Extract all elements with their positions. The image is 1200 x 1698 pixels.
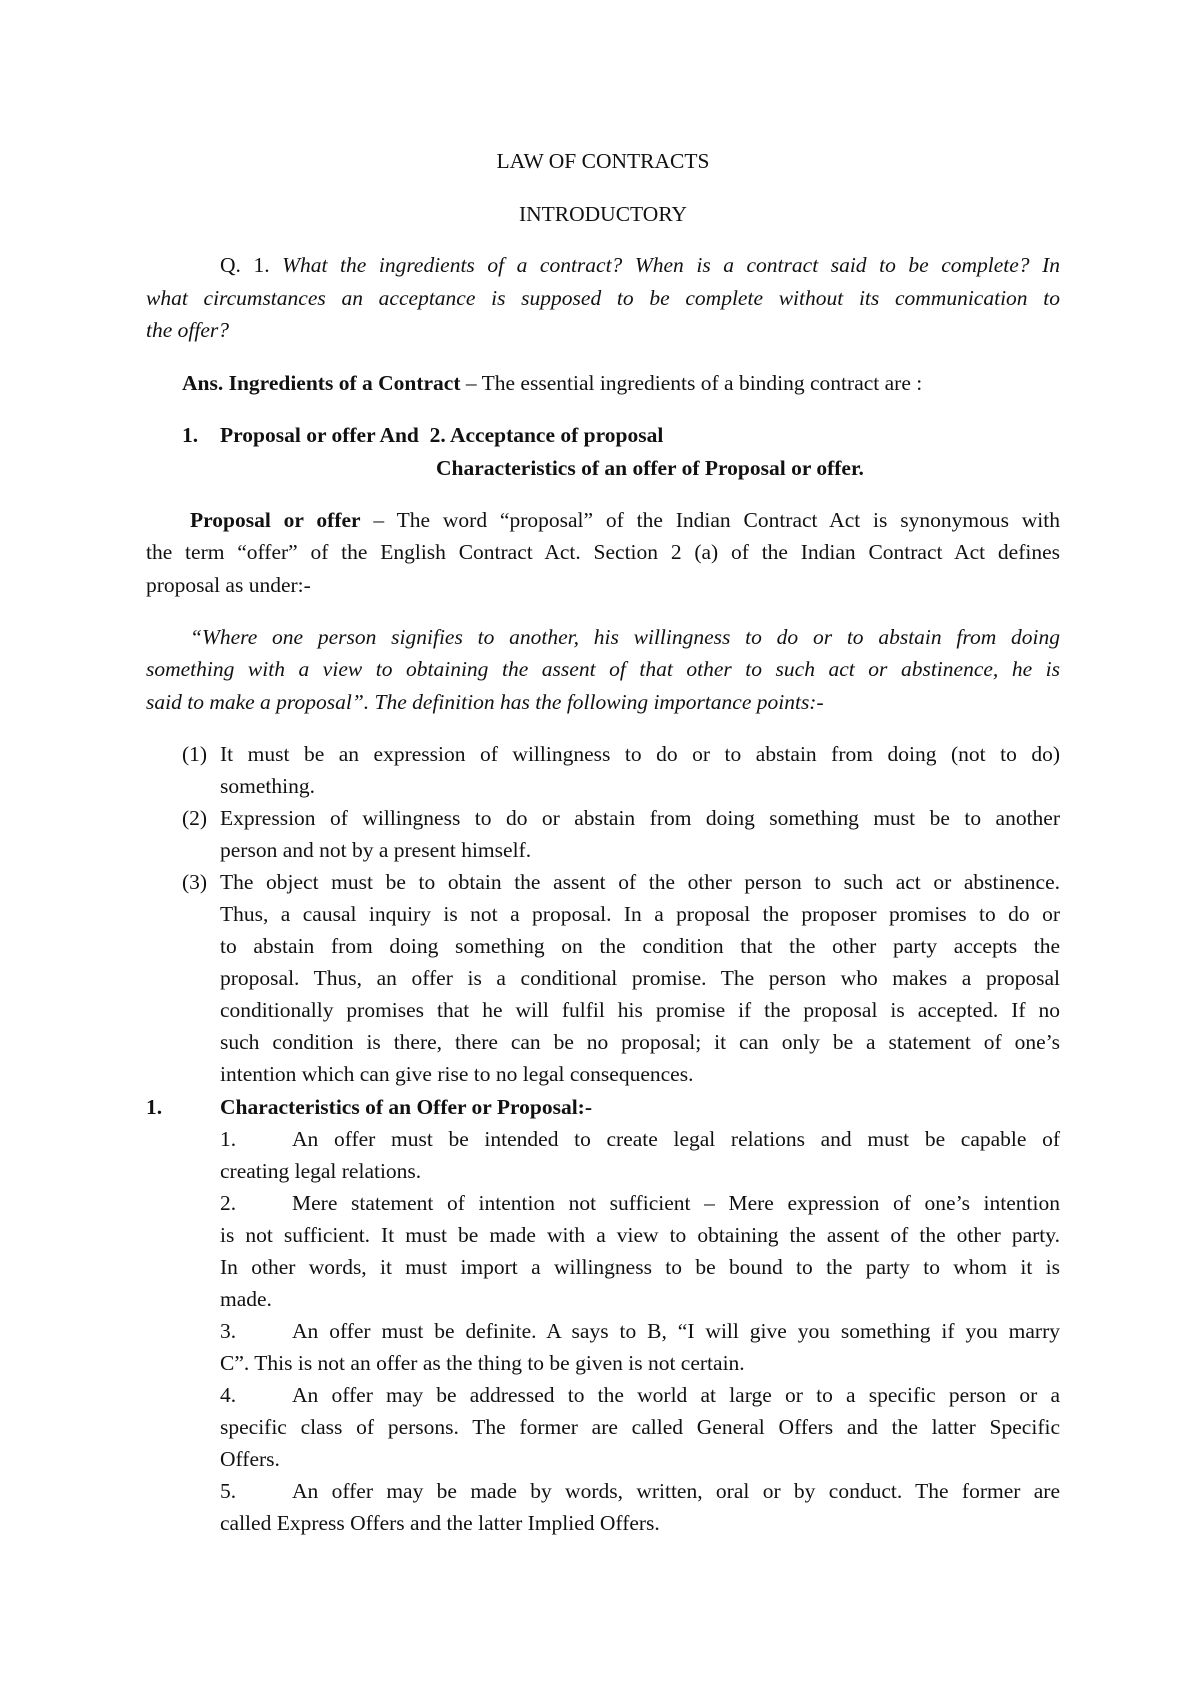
point-text: It must be an expression of willingness to do or to abstain from doing (not to do) <box>220 742 1060 766</box>
element-item-2: 2. Acceptance of proposal <box>429 423 664 447</box>
characteristic-text: creating legal relations. <box>220 1159 422 1183</box>
point-text: intention which can give rise to no legal consequences. <box>220 1062 694 1086</box>
document-title: LAW OF CONTRACTS <box>496 149 710 173</box>
section-heading: Characteristics of an Offer or Proposal:- <box>220 1095 592 1119</box>
proposal-line-2: the term “offer” of the English Contract Act. Section 2 (a) of the Indian Contract Act defines <box>146 540 1060 564</box>
definition-text-1: “Where one person signifies to another, his willingness to do or to abstain from doing <box>190 625 1060 649</box>
proposal-label: Proposal or offer <box>190 508 361 532</box>
question-line-1: Q. 1. What the ingredients of a contract? When is a contract said to be complete? In <box>146 255 1060 277</box>
characteristic-text: called Express Offers and the latter Implied Offers. <box>220 1511 660 1535</box>
point-number: (2) <box>182 806 208 830</box>
point-text: something. <box>220 774 315 798</box>
characteristic-text: An offer must be definite. A says to B, “I will give you something if you marry <box>292 1319 1060 1343</box>
definition-line-3: said to make a proposal”. The definition has the following importance points:- <box>146 690 824 714</box>
characteristics-subheading: Characteristics of an offer of Proposal or offer. <box>436 456 864 480</box>
question-label: Q. 1 <box>220 253 265 277</box>
point-number: (1) <box>182 742 208 766</box>
characteristic-text: In other words, it must import a willingness to be bound to the party to whom it is <box>220 1255 1060 1279</box>
point-text: Thus, a causal inquiry is not a proposal. In a proposal the proposer promises to do or <box>220 902 1060 926</box>
characteristic-text: Offers. <box>220 1447 280 1471</box>
characteristic-number: 1. <box>220 1127 237 1151</box>
characteristic-number: 4. <box>220 1383 237 1407</box>
characteristic-text: An offer must be intended to create legal relations and must be capable of <box>292 1127 1060 1151</box>
section-number: 1. <box>146 1095 163 1119</box>
characteristic-text: specific class of persons. The former are called General Offers and the latter Specific <box>220 1415 1060 1439</box>
point-text: person and not by a present himself. <box>220 838 532 862</box>
characteristic-number: 3. <box>220 1319 237 1343</box>
point-text: Expression of willingness to do or abstain from doing something must be to another <box>220 806 1060 830</box>
definition-line-2: something with a view to obtaining the assent of that other to such act or abstinence, he is <box>146 657 1060 681</box>
characteristic-text: An offer may be made by words, written, oral or by conduct. The former are <box>292 1479 1060 1503</box>
point-text: The object must be to obtain the assent of the other person to such act or abstinence. <box>220 870 1060 894</box>
point-number: (3) <box>182 870 208 894</box>
characteristic-text: made. <box>220 1287 272 1311</box>
characteristic-text: C”. This is not an offer as the thing to be given is not certain. <box>220 1351 745 1375</box>
answer-label: Ans. Ingredients of a Contract <box>182 371 461 395</box>
element-number: 1. <box>182 423 199 447</box>
point-text: to abstain from doing something on the condition that the other party accepts the <box>220 934 1060 958</box>
proposal-line-3: proposal as under:- <box>146 573 311 597</box>
definition-line-1 <box>146 627 1060 649</box>
question-line-2: what circumstances an acceptance is supposed to be complete without its communication to <box>146 286 1060 310</box>
characteristic-text: Mere statement of intention not sufficient – Mere expression of one’s intention <box>292 1191 1060 1215</box>
point-text: such condition is there, there can be no proposal; it can only be a statement of one’s <box>220 1030 1060 1054</box>
characteristic-text: An offer may be addressed to the world at large or to a specific person or a <box>292 1383 1060 1407</box>
element-item-1: Proposal or offer And <box>220 423 419 447</box>
point-text: proposal. Thus, an offer is a conditional promise. The person who makes a proposal <box>220 966 1060 990</box>
document-subtitle: INTRODUCTORY <box>518 202 688 226</box>
point-text: conditionally promises that he will fulfil his promise if the proposal is accepted. If no <box>220 998 1060 1022</box>
characteristic-number: 2. <box>220 1191 237 1215</box>
answer-line <box>182 373 922 395</box>
question-text-1: What the ingredients of a contract? When is a contract said to be complete? In <box>282 253 1060 277</box>
element-item <box>220 425 663 447</box>
proposal-text-1: – The word “proposal” of the Indian Contract Act is synonymous with <box>373 508 1060 532</box>
question-line-3: the offer? <box>146 318 229 342</box>
proposal-line-1 <box>146 510 1060 532</box>
characteristic-number: 5. <box>220 1479 237 1503</box>
characteristic-text: is not sufficient. It must be made with a view to obtaining the assent of the other party. <box>220 1223 1060 1247</box>
answer-text: – The essential ingredients of a binding contract are : <box>465 371 923 395</box>
